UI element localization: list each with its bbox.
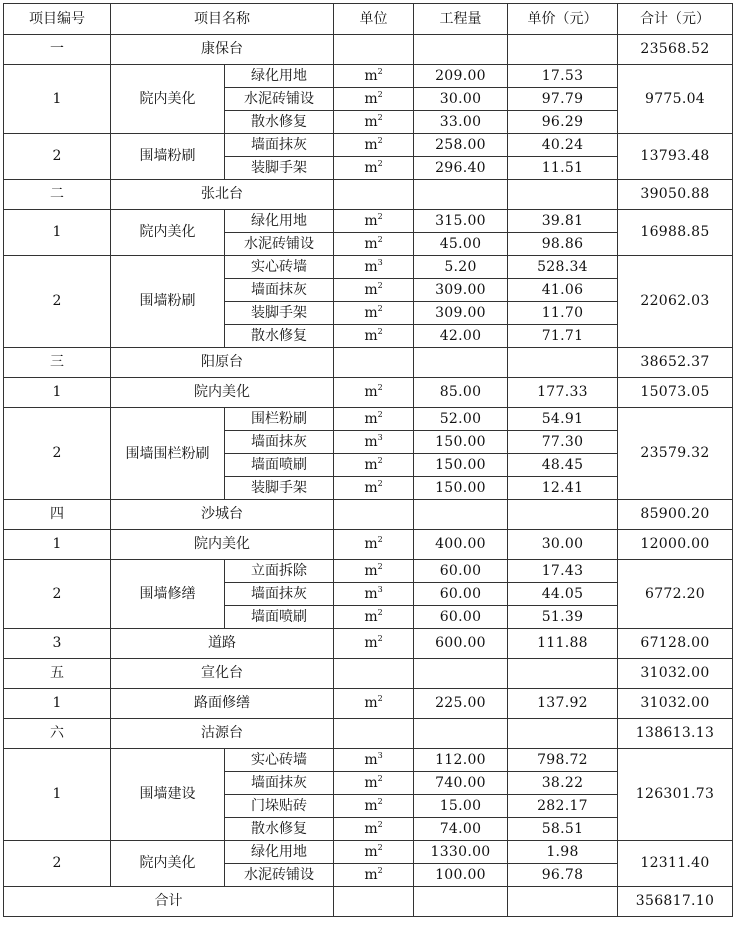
unit-exponent: 2	[377, 773, 383, 783]
sub-item-row	[4, 256, 733, 279]
sub-item-qty: 315.00	[414, 210, 508, 233]
sub-item-price: 58.51	[508, 818, 618, 841]
item-total: 6772.20	[618, 560, 733, 629]
unit-exponent: 2	[377, 89, 383, 99]
unit-symbol: m	[364, 585, 378, 602]
group-total: 31032.00	[618, 659, 733, 689]
item-row	[4, 689, 733, 719]
sub-item-qty: 112.00	[414, 749, 508, 772]
item-qty: 600.00	[414, 629, 508, 659]
unit-symbol: m	[364, 820, 378, 837]
group-name: 康保台	[111, 35, 334, 65]
sub-item-qty: 33.00	[414, 111, 508, 134]
sub-item-name: 装脚手架	[225, 477, 334, 500]
unit-symbol: m	[364, 635, 378, 651]
sub-item-price: 282.17	[508, 795, 618, 818]
group-row	[4, 180, 733, 210]
sub-item-name: 实心砖墙	[225, 256, 334, 279]
item-total: 67128.00	[618, 629, 733, 659]
unit-cell	[334, 560, 414, 583]
sub-item-name: 散水修复	[225, 111, 334, 134]
item-name: 院内美化	[111, 65, 225, 134]
sub-item-price: 54.91	[508, 408, 618, 431]
grand-total-label: 合计	[4, 887, 334, 917]
sub-item-price: 48.45	[508, 454, 618, 477]
sub-item-row	[4, 65, 733, 88]
sub-item-name: 门垛贴砖	[225, 795, 334, 818]
unit-symbol: m	[364, 159, 378, 176]
unit-exponent: 2	[377, 865, 383, 875]
item-qty: 85.00	[414, 378, 508, 408]
unit-symbol: m	[364, 479, 378, 496]
group-name: 阳原台	[111, 348, 334, 378]
sub-item-qty: 150.00	[414, 477, 508, 500]
sub-item-qty: 150.00	[414, 454, 508, 477]
sub-item-name: 水泥砖铺设	[225, 233, 334, 256]
unit-cell	[334, 772, 414, 795]
group-total: 38652.37	[618, 348, 733, 378]
item-code: 1	[4, 749, 111, 841]
sub-item-price: 798.72	[508, 749, 618, 772]
group-total: 39050.88	[618, 180, 733, 210]
group-row	[4, 348, 733, 378]
group-qty	[414, 180, 508, 210]
sub-item-name: 墙面抹灰	[225, 279, 334, 302]
unit-exponent: 3	[377, 584, 383, 594]
unit-cell	[334, 233, 414, 256]
unit-symbol: m	[364, 304, 378, 321]
group-row	[4, 659, 733, 689]
unit-cell	[334, 629, 414, 659]
unit-symbol: m	[364, 695, 378, 711]
unit-cell	[334, 606, 414, 629]
grand-total-price	[508, 887, 618, 917]
group-total: 138613.13	[618, 719, 733, 749]
item-code: 2	[4, 256, 111, 348]
unit-cell	[334, 864, 414, 887]
unit-cell	[334, 378, 414, 408]
item-price: 137.92	[508, 689, 618, 719]
grand-total-value: 356817.10	[618, 887, 733, 917]
unit-exponent: 2	[377, 280, 383, 290]
sub-item-name: 墙面抹灰	[225, 772, 334, 795]
sub-item-row	[4, 841, 733, 864]
unit-symbol: m	[364, 67, 378, 84]
sub-item-qty: 296.40	[414, 157, 508, 180]
sub-item-qty: 258.00	[414, 134, 508, 157]
sub-item-name: 墙面喷刷	[225, 606, 334, 629]
unit-symbol: m	[364, 212, 378, 229]
unit-exponent: 2	[377, 842, 383, 852]
group-price	[508, 35, 618, 65]
sub-item-price: 11.70	[508, 302, 618, 325]
group-name: 沽源台	[111, 719, 334, 749]
unit-cell	[334, 408, 414, 431]
sub-item-row	[4, 560, 733, 583]
unit-cell	[334, 111, 414, 134]
unit-symbol: m	[364, 258, 378, 275]
unit-exponent: 2	[377, 135, 383, 145]
group-qty	[414, 35, 508, 65]
group-name: 沙城台	[111, 500, 334, 530]
table-container	[3, 3, 733, 917]
item-code: 3	[4, 629, 111, 659]
header-qty: 工程量	[414, 4, 508, 35]
sub-item-price: 96.29	[508, 111, 618, 134]
sub-item-qty: 45.00	[414, 233, 508, 256]
sub-item-price: 17.53	[508, 65, 618, 88]
group-code: 一	[4, 35, 111, 65]
sub-item-qty: 309.00	[414, 302, 508, 325]
unit-exponent: 2	[377, 211, 383, 221]
unit-cell	[334, 841, 414, 864]
group-total: 23568.52	[618, 35, 733, 65]
item-price: 30.00	[508, 530, 618, 560]
unit-cell	[334, 157, 414, 180]
unit-symbol: m	[364, 456, 378, 473]
item-code: 2	[4, 134, 111, 180]
sub-item-price: 41.06	[508, 279, 618, 302]
sub-item-name: 围栏粉刷	[225, 408, 334, 431]
unit-cell	[334, 689, 414, 719]
unit-symbol: m	[364, 281, 378, 298]
group-price	[508, 659, 618, 689]
sub-item-qty: 52.00	[414, 408, 508, 431]
unit-symbol: m	[364, 774, 378, 791]
item-name: 院内美化	[111, 841, 225, 887]
sub-item-price: 39.81	[508, 210, 618, 233]
sub-item-price: 11.51	[508, 157, 618, 180]
group-code: 五	[4, 659, 111, 689]
group-qty	[414, 719, 508, 749]
sub-item-price: 12.41	[508, 477, 618, 500]
item-qty: 400.00	[414, 530, 508, 560]
item-qty: 225.00	[414, 689, 508, 719]
group-name: 张北台	[111, 180, 334, 210]
unit-symbol: m	[364, 384, 378, 400]
item-name: 围墙粉刷	[111, 134, 225, 180]
item-code: 1	[4, 530, 111, 560]
unit-symbol: m	[364, 866, 378, 883]
header-price: 单价（元）	[508, 4, 618, 35]
sub-item-qty: 209.00	[414, 65, 508, 88]
unit-symbol: m	[364, 113, 378, 130]
sub-item-qty: 309.00	[414, 279, 508, 302]
unit-cell	[334, 256, 414, 279]
unit-symbol: m	[364, 235, 378, 252]
item-total: 16988.85	[618, 210, 733, 256]
group-code: 三	[4, 348, 111, 378]
item-name: 围墙粉刷	[111, 256, 225, 348]
sub-item-qty: 15.00	[414, 795, 508, 818]
group-price	[508, 719, 618, 749]
group-qty	[414, 348, 508, 378]
group-name: 宣化台	[111, 659, 334, 689]
sub-item-name: 绿化用地	[225, 210, 334, 233]
header-name: 项目名称	[111, 4, 334, 35]
item-name: 路面修缮	[111, 689, 334, 719]
unit-symbol: m	[364, 797, 378, 814]
unit-exponent: 3	[377, 432, 383, 442]
group-unit	[334, 348, 414, 378]
unit-cell	[334, 477, 414, 500]
unit-cell	[334, 583, 414, 606]
sub-item-row	[4, 749, 733, 772]
sub-item-price: 44.05	[508, 583, 618, 606]
item-name: 院内美化	[111, 530, 334, 560]
sub-item-name: 装脚手架	[225, 302, 334, 325]
group-code: 四	[4, 500, 111, 530]
item-name: 围墙建设	[111, 749, 225, 841]
sub-item-name: 装脚手架	[225, 157, 334, 180]
group-row	[4, 35, 733, 65]
unit-exponent: 2	[377, 326, 383, 336]
sub-item-qty: 740.00	[414, 772, 508, 795]
sub-item-name: 绿化用地	[225, 65, 334, 88]
sub-item-qty: 42.00	[414, 325, 508, 348]
group-price	[508, 348, 618, 378]
unit-exponent: 2	[377, 535, 383, 544]
item-total: 12000.00	[618, 530, 733, 560]
group-unit	[334, 180, 414, 210]
unit-exponent: 2	[377, 455, 383, 465]
group-unit	[334, 500, 414, 530]
header-total: 合计（元）	[618, 4, 733, 35]
unit-exponent: 2	[377, 383, 383, 392]
grand-total-qty	[414, 887, 508, 917]
unit-symbol: m	[364, 751, 378, 768]
group-qty	[414, 500, 508, 530]
sub-item-qty: 150.00	[414, 431, 508, 454]
item-row	[4, 530, 733, 560]
sub-item-price: 96.78	[508, 864, 618, 887]
item-code: 1	[4, 65, 111, 134]
sub-item-price: 97.79	[508, 88, 618, 111]
group-unit	[334, 659, 414, 689]
unit-exponent: 2	[377, 478, 383, 488]
unit-exponent: 2	[377, 303, 383, 313]
item-name: 院内美化	[111, 210, 225, 256]
group-row	[4, 719, 733, 749]
item-price: 111.88	[508, 629, 618, 659]
item-total: 12311.40	[618, 841, 733, 887]
sub-item-name: 墙面抹灰	[225, 134, 334, 157]
header-unit: 单位	[334, 4, 414, 35]
unit-cell	[334, 530, 414, 560]
sub-item-qty: 74.00	[414, 818, 508, 841]
sub-item-name: 水泥砖铺设	[225, 88, 334, 111]
unit-exponent: 2	[377, 819, 383, 829]
unit-cell	[334, 210, 414, 233]
sub-item-name: 水泥砖铺设	[225, 864, 334, 887]
unit-exponent: 2	[377, 409, 383, 419]
unit-exponent: 2	[377, 796, 383, 806]
unit-exponent: 2	[377, 66, 383, 76]
sub-item-qty: 30.00	[414, 88, 508, 111]
unit-exponent: 3	[377, 750, 383, 760]
sub-item-qty: 60.00	[414, 606, 508, 629]
item-total: 126301.73	[618, 749, 733, 841]
unit-cell	[334, 134, 414, 157]
unit-symbol: m	[364, 536, 378, 552]
sub-item-name: 立面拆除	[225, 560, 334, 583]
unit-cell	[334, 818, 414, 841]
header-code: 项目编号	[4, 4, 111, 35]
sub-item-price: 1.98	[508, 841, 618, 864]
unit-symbol: m	[364, 843, 378, 860]
unit-symbol: m	[364, 410, 378, 427]
unit-cell	[334, 454, 414, 477]
item-code: 2	[4, 841, 111, 887]
unit-exponent: 2	[377, 234, 383, 244]
item-code: 1	[4, 378, 111, 408]
group-unit	[334, 35, 414, 65]
unit-cell	[334, 88, 414, 111]
group-qty	[414, 659, 508, 689]
unit-cell	[334, 749, 414, 772]
group-code: 二	[4, 180, 111, 210]
item-name: 围墙修缮	[111, 560, 225, 629]
group-total: 85900.20	[618, 500, 733, 530]
unit-symbol: m	[364, 136, 378, 153]
grand-total-row	[4, 887, 733, 917]
item-price: 177.33	[508, 378, 618, 408]
group-row	[4, 500, 733, 530]
unit-cell	[334, 279, 414, 302]
sub-item-qty: 60.00	[414, 560, 508, 583]
sub-item-name: 绿化用地	[225, 841, 334, 864]
table-body	[4, 35, 733, 887]
unit-cell	[334, 65, 414, 88]
group-price	[508, 500, 618, 530]
sub-item-price: 71.71	[508, 325, 618, 348]
item-row	[4, 629, 733, 659]
group-price	[508, 180, 618, 210]
unit-exponent: 2	[377, 112, 383, 122]
sub-item-price: 77.30	[508, 431, 618, 454]
unit-cell	[334, 302, 414, 325]
sub-item-row	[4, 210, 733, 233]
item-code: 1	[4, 689, 111, 719]
unit-cell	[334, 431, 414, 454]
sub-item-qty: 1330.00	[414, 841, 508, 864]
unit-exponent: 2	[377, 158, 383, 168]
sub-item-price: 38.22	[508, 772, 618, 795]
sub-item-price: 528.34	[508, 256, 618, 279]
sub-item-name: 实心砖墙	[225, 749, 334, 772]
item-total: 13793.48	[618, 134, 733, 180]
unit-exponent: 3	[377, 257, 383, 267]
item-row	[4, 378, 733, 408]
unit-cell	[334, 795, 414, 818]
item-code: 1	[4, 210, 111, 256]
item-total: 31032.00	[618, 689, 733, 719]
unit-cell	[334, 325, 414, 348]
sub-item-name: 墙面抹灰	[225, 583, 334, 606]
item-code: 2	[4, 408, 111, 500]
unit-symbol: m	[364, 608, 378, 625]
sub-item-qty: 100.00	[414, 864, 508, 887]
unit-symbol: m	[364, 90, 378, 107]
sub-item-price: 51.39	[508, 606, 618, 629]
group-unit	[334, 719, 414, 749]
sub-item-price: 40.24	[508, 134, 618, 157]
grand-total-unit	[334, 887, 414, 917]
item-total: 15073.05	[618, 378, 733, 408]
sub-item-name: 墙面喷刷	[225, 454, 334, 477]
unit-exponent: 2	[377, 607, 383, 617]
unit-symbol: m	[364, 433, 378, 450]
unit-exponent: 2	[377, 694, 383, 703]
item-code: 2	[4, 560, 111, 629]
group-code: 六	[4, 719, 111, 749]
sub-item-row	[4, 408, 733, 431]
sub-item-qty: 60.00	[414, 583, 508, 606]
sub-item-price: 17.43	[508, 560, 618, 583]
item-total: 9775.04	[618, 65, 733, 134]
sub-item-name: 散水修复	[225, 325, 334, 348]
item-name: 道路	[111, 629, 334, 659]
item-name: 围墙围栏粉刷	[111, 408, 225, 500]
unit-symbol: m	[364, 562, 378, 579]
item-total: 22062.03	[618, 256, 733, 348]
cost-table	[3, 3, 733, 917]
header-row	[4, 4, 733, 35]
sub-item-price: 98.86	[508, 233, 618, 256]
unit-symbol: m	[364, 327, 378, 344]
unit-exponent: 2	[377, 634, 383, 643]
sub-item-qty: 5.20	[414, 256, 508, 279]
sub-item-name: 墙面抹灰	[225, 431, 334, 454]
sub-item-name: 散水修复	[225, 818, 334, 841]
unit-exponent: 2	[377, 561, 383, 571]
item-name: 院内美化	[111, 378, 334, 408]
item-total: 23579.32	[618, 408, 733, 500]
sub-item-row	[4, 134, 733, 157]
